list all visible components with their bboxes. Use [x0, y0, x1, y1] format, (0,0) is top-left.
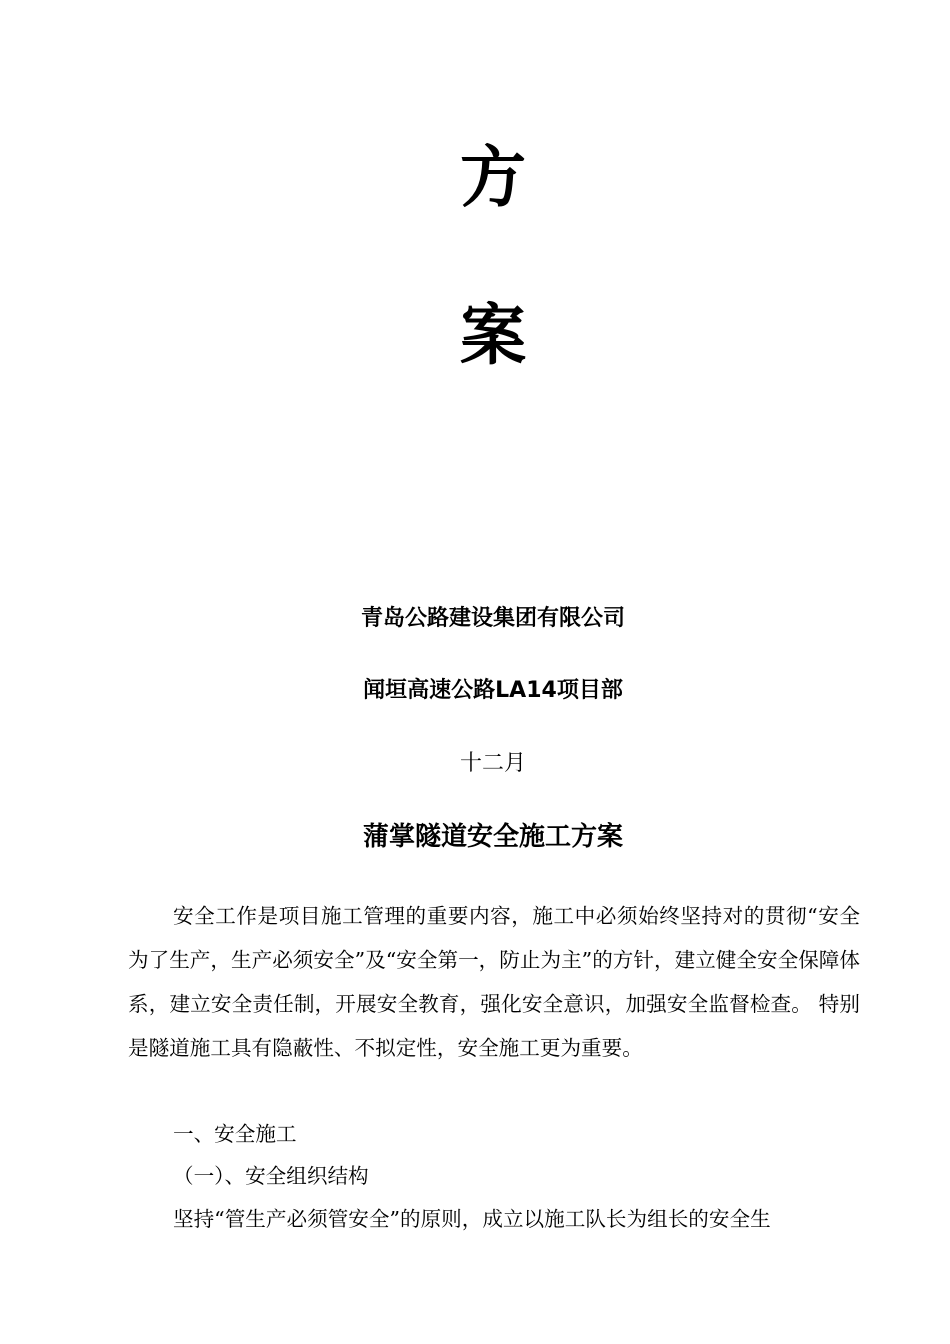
intro-paragraph: 安全工作是项目施工管理的重要内容，施工中必须始终坚持对的贯彻“安全为了生产，生产必须安全”及“安全第一，防止为主”的方针，建立健全安全保障体系，建立安全责任制，开展安全教育，强化安全意识，加强安全监督检查。 特别是隧道施工具有隐蔽性、不拟定性，安全施工更为重要。 — [128, 904, 860, 1060]
document-title: 蒲掌隧道安全施工方案 — [362, 822, 623, 852]
subsection-paragraph: 坚持“管生产必须管安全”的原则，成立以施工队长为组长的安全生 — [173, 1207, 771, 1231]
cover-title-char-2: 案 — [460, 297, 526, 374]
subsection-heading: （一）、安全组织结构 — [173, 1164, 369, 1188]
cover-title-char-1: 方 — [460, 139, 526, 216]
cover-date: 十二月 — [459, 751, 526, 776]
section-heading: 一、安全施工 — [173, 1122, 297, 1146]
project-department: 闻垣高速公路LA14项目部 — [363, 678, 623, 703]
company-name: 青岛公路建设集团有限公司 — [360, 606, 625, 631]
